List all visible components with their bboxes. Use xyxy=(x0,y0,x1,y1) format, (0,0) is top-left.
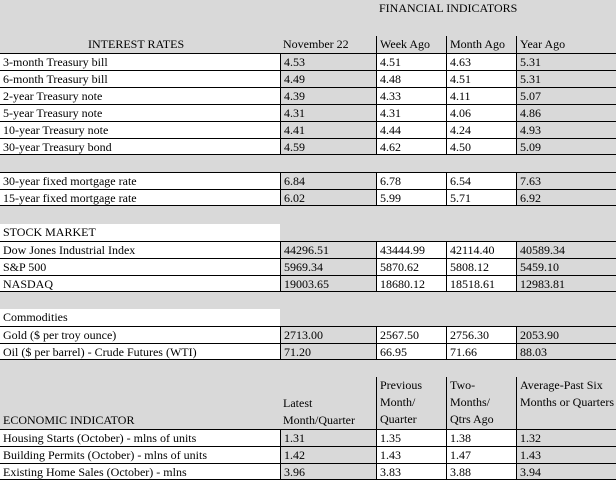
col-header-week-ago: Week Ago xyxy=(376,36,446,53)
table-row xyxy=(0,326,616,343)
value-two-ago: 3.88 xyxy=(446,463,516,480)
row-label: 30-year fixed mortgage rate xyxy=(0,172,280,189)
row-label: 15-year fixed mortgage rate xyxy=(0,189,280,206)
row-label: Dow Jones Industrial Index xyxy=(0,241,280,258)
value-week-ago: 4.62 xyxy=(376,138,446,155)
table-row xyxy=(0,446,616,463)
value-month-ago: 42114.40 xyxy=(446,241,516,258)
value-current: 4.31 xyxy=(280,104,376,121)
value-week-ago: 2567.50 xyxy=(376,326,446,343)
spacer-row xyxy=(0,360,616,377)
value-week-ago: 6.78 xyxy=(376,172,446,189)
value-month-ago: 4.06 xyxy=(446,104,516,121)
value-month-ago: 5808.12 xyxy=(446,258,516,275)
value-year-ago: 5.07 xyxy=(516,87,616,104)
value-month-ago: 6.54 xyxy=(446,172,516,189)
table-row xyxy=(0,104,616,121)
value-year-ago: 5459.10 xyxy=(516,258,616,275)
value-latest: 1.42 xyxy=(280,446,376,463)
value-current: 5969.34 xyxy=(280,258,376,275)
col-header-two-ago: Two- Months/ Qtrs Ago xyxy=(446,377,516,429)
value-month-ago: 4.50 xyxy=(446,138,516,155)
table-row xyxy=(0,463,616,480)
value-week-ago: 5870.62 xyxy=(376,258,446,275)
value-previous: 1.35 xyxy=(376,429,446,446)
value-week-ago: 18680.12 xyxy=(376,275,446,292)
col-header-previous: Previous Month/ Quarter xyxy=(376,377,446,429)
value-previous: 3.83 xyxy=(376,463,446,480)
table-row xyxy=(0,275,616,292)
row-label: NASDAQ xyxy=(0,275,280,292)
row-label: Existing Home Sales (October) - mlns xyxy=(0,463,280,480)
stock-market-header-row xyxy=(0,224,616,241)
value-latest: 1.31 xyxy=(280,429,376,446)
value-year-ago: 5.31 xyxy=(516,70,616,87)
title-row xyxy=(0,0,616,19)
row-label: 6-month Treasury bill xyxy=(0,70,280,87)
value-year-ago: 6.92 xyxy=(516,189,616,206)
col-header-latest: Latest Month/Quarter xyxy=(280,377,376,429)
value-week-ago: 4.51 xyxy=(376,53,446,70)
value-current: 19003.65 xyxy=(280,275,376,292)
table-row xyxy=(0,241,616,258)
commodities-header-row xyxy=(0,309,616,326)
value-average: 1.43 xyxy=(516,446,616,463)
table-row xyxy=(0,343,616,360)
value-month-ago: 18518.61 xyxy=(446,275,516,292)
value-week-ago: 4.31 xyxy=(376,104,446,121)
table-title: FINANCIAL INDICATORS xyxy=(376,0,616,19)
value-average: 3.94 xyxy=(516,463,616,480)
value-latest: 3.96 xyxy=(280,463,376,480)
row-label: Building Permits (October) - mlns of units xyxy=(0,446,280,463)
value-current: 4.41 xyxy=(280,121,376,138)
value-year-ago: 12983.81 xyxy=(516,275,616,292)
value-week-ago: 66.95 xyxy=(376,343,446,360)
value-week-ago: 4.33 xyxy=(376,87,446,104)
value-current: 6.02 xyxy=(280,189,376,206)
table-row xyxy=(0,189,616,206)
value-year-ago: 7.63 xyxy=(516,172,616,189)
value-year-ago: 88.03 xyxy=(516,343,616,360)
col-header-month-ago: Month Ago xyxy=(446,36,516,53)
value-average: 1.32 xyxy=(516,429,616,446)
value-current: 6.84 xyxy=(280,172,376,189)
value-two-ago: 1.47 xyxy=(446,446,516,463)
value-two-ago: 1.38 xyxy=(446,429,516,446)
value-week-ago: 5.99 xyxy=(376,189,446,206)
row-label: 5-year Treasury note xyxy=(0,104,280,121)
col-header-year-ago: Year Ago xyxy=(516,36,616,53)
value-month-ago: 71.66 xyxy=(446,343,516,360)
row-label: Oil ($ per barrel) - Crude Futures (WTI) xyxy=(0,343,280,360)
value-current: 71.20 xyxy=(280,343,376,360)
stock-market-heading: STOCK MARKET xyxy=(0,224,280,241)
value-week-ago: 43444.99 xyxy=(376,241,446,258)
spacer-row xyxy=(0,155,616,172)
value-week-ago: 4.48 xyxy=(376,70,446,87)
spacer-row xyxy=(0,19,616,36)
value-week-ago: 4.44 xyxy=(376,121,446,138)
value-month-ago: 4.63 xyxy=(446,53,516,70)
table-row xyxy=(0,70,616,87)
interest-rates-heading: INTEREST RATES xyxy=(0,36,280,53)
row-label: 2-year Treasury note xyxy=(0,87,280,104)
value-current: 4.49 xyxy=(280,70,376,87)
value-month-ago: 4.11 xyxy=(446,87,516,104)
table-row xyxy=(0,429,616,446)
value-year-ago: 2053.90 xyxy=(516,326,616,343)
value-current: 2713.00 xyxy=(280,326,376,343)
value-current: 4.53 xyxy=(280,53,376,70)
value-previous: 1.43 xyxy=(376,446,446,463)
commodities-heading: Commodities xyxy=(0,309,280,326)
interest-header-row xyxy=(0,36,616,53)
table-row xyxy=(0,121,616,138)
row-label: Gold ($ per troy ounce) xyxy=(0,326,280,343)
row-label: 3-month Treasury bill xyxy=(0,53,280,70)
table-row xyxy=(0,53,616,70)
value-year-ago: 5.09 xyxy=(516,138,616,155)
value-year-ago: 40589.34 xyxy=(516,241,616,258)
col-header-current: November 22 xyxy=(280,36,376,53)
value-year-ago: 5.31 xyxy=(516,53,616,70)
row-label: 10-year Treasury note xyxy=(0,121,280,138)
row-label: 30-year Treasury bond xyxy=(0,138,280,155)
value-current: 4.59 xyxy=(280,138,376,155)
spacer-row xyxy=(0,292,616,309)
value-month-ago: 4.24 xyxy=(446,121,516,138)
value-month-ago: 2756.30 xyxy=(446,326,516,343)
table-row xyxy=(0,138,616,155)
table-row xyxy=(0,258,616,275)
economic-indicator-heading: ECONOMIC INDICATOR xyxy=(0,412,280,429)
value-month-ago: 5.71 xyxy=(446,189,516,206)
row-label: Housing Starts (October) - mlns of units xyxy=(0,429,280,446)
value-current: 4.39 xyxy=(280,87,376,104)
value-year-ago: 4.86 xyxy=(516,104,616,121)
value-year-ago: 4.93 xyxy=(516,121,616,138)
col-header-average: Average-Past Six Months or Quarters xyxy=(516,377,616,429)
economic-header-row xyxy=(0,377,616,429)
table-row xyxy=(0,87,616,104)
value-current: 44296.51 xyxy=(280,241,376,258)
row-label: S&P 500 xyxy=(0,258,280,275)
spacer-row xyxy=(0,206,616,224)
table-row xyxy=(0,172,616,189)
value-month-ago: 4.51 xyxy=(446,70,516,87)
